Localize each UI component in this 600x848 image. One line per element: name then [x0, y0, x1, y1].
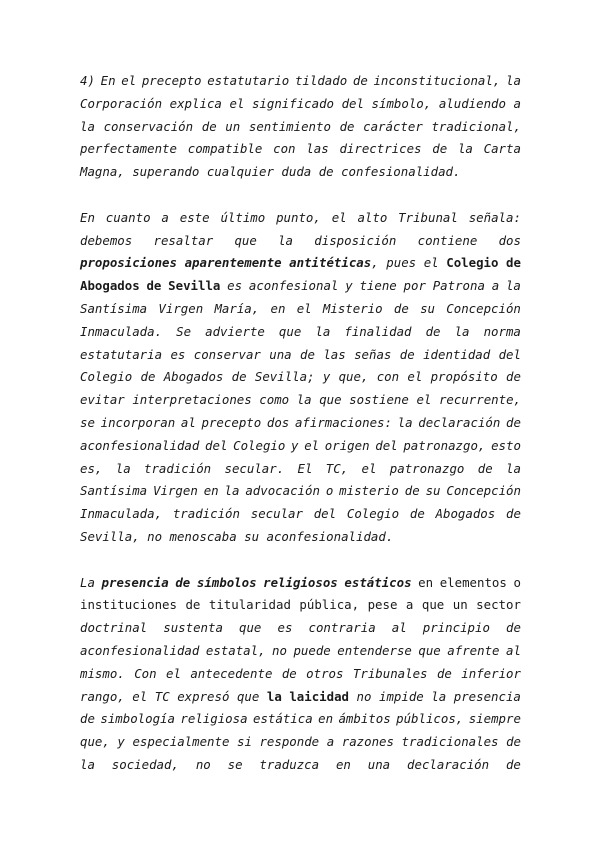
text-line: [80, 572, 521, 595]
word: de: [506, 734, 521, 750]
text-line: [80, 708, 521, 731]
word: el: [423, 255, 439, 271]
word: en: [335, 756, 351, 772]
text-line: [80, 686, 521, 709]
word: En: [100, 73, 116, 88]
word: un: [225, 118, 241, 134]
word: Abogados: [163, 369, 224, 385]
text-segment: Sevilla, no menoscaba su aconfesionalidad.: [80, 528, 394, 544]
paragraph-p2: [80, 207, 521, 549]
word: y: [117, 734, 125, 750]
word: que: [278, 323, 302, 339]
word: carácter: [363, 118, 423, 134]
word: sustenta: [163, 620, 223, 636]
word: la: [80, 118, 95, 134]
word: su: [425, 483, 441, 499]
word: Misterio: [322, 300, 383, 316]
word: es: [227, 278, 243, 294]
word: propósito: [430, 369, 498, 385]
word: secular: [250, 506, 303, 522]
word: de: [399, 346, 415, 362]
word: alto: [357, 209, 388, 225]
word: el: [361, 460, 377, 476]
word: el: [407, 369, 423, 385]
word: ámbitos: [338, 711, 391, 727]
text-line: [80, 70, 521, 93]
word: y: [322, 369, 331, 385]
word: esto: [491, 437, 521, 453]
text-line: [80, 503, 521, 526]
word: el: [304, 437, 320, 453]
word: tradicionales: [401, 734, 499, 750]
word: proposiciones: [80, 255, 177, 271]
word: inconstitucional,: [373, 73, 501, 88]
word: a: [491, 278, 500, 294]
text-line: [80, 663, 521, 686]
word: públicos,: [396, 711, 464, 727]
word: Colegio: [446, 255, 499, 271]
word: Colegio: [80, 369, 133, 385]
word: que: [319, 392, 342, 408]
word: antecedente: [190, 665, 273, 681]
word: las: [323, 346, 346, 362]
word: la: [431, 688, 447, 704]
word: la: [315, 323, 331, 339]
word: especialmente: [132, 734, 230, 750]
word: que: [418, 642, 441, 658]
word: puede: [293, 642, 331, 658]
text-line: [80, 458, 521, 481]
word: elementos: [439, 574, 507, 590]
word: al: [506, 642, 521, 658]
word: no: [356, 688, 372, 704]
word: con: [376, 369, 400, 385]
word: Virgen: [153, 483, 198, 499]
word: tildado: [294, 73, 348, 88]
text-segment: Magna, superando cualquier duda de confesionalidad.: [80, 164, 461, 180]
text-line: [80, 731, 521, 754]
word: disposición: [314, 232, 397, 248]
word: Abogados: [435, 506, 496, 522]
word: estatal,: [205, 642, 266, 658]
word: la: [296, 392, 312, 408]
text-line: [80, 298, 521, 321]
word: de: [185, 597, 201, 613]
word: de: [432, 141, 448, 157]
word: En: [80, 209, 95, 225]
text-line: [80, 321, 521, 344]
word: aludiendo: [438, 95, 506, 111]
word: de: [506, 255, 521, 271]
word: sociedad,: [111, 756, 179, 772]
word: que,: [338, 369, 369, 385]
word: sector: [476, 597, 521, 613]
text-line: [80, 252, 521, 275]
word: resaltar: [153, 232, 214, 248]
word: de: [425, 323, 441, 339]
word: de: [201, 118, 217, 134]
word: la: [505, 278, 521, 294]
word: de: [506, 414, 521, 430]
word: Tribunales: [352, 665, 428, 681]
word: de: [506, 620, 521, 636]
word: religiosa: [180, 711, 248, 727]
word: impide: [379, 688, 424, 704]
word: al: [180, 414, 196, 430]
text-line: [80, 366, 521, 389]
word: la: [454, 323, 470, 339]
word: directrices: [339, 141, 422, 157]
word: símbolos: [196, 574, 257, 590]
word: declaración: [418, 414, 501, 430]
word: que: [234, 232, 257, 248]
word: es: [170, 346, 186, 362]
word: punto,: [276, 209, 321, 225]
word: del: [498, 346, 521, 362]
word: aconfesional: [248, 278, 339, 294]
word: laicidad: [289, 688, 350, 704]
text-line: [80, 412, 521, 435]
word: expresó: [177, 688, 230, 704]
word: de: [409, 506, 425, 522]
word: cuanto: [105, 209, 151, 225]
word: TC,: [325, 460, 349, 476]
word: del: [313, 506, 337, 522]
word: debemos: [80, 232, 133, 248]
word: del: [375, 437, 398, 453]
word: precepto: [201, 414, 262, 430]
word: TC: [154, 688, 170, 704]
word: conservar: [193, 346, 261, 362]
word: otros: [306, 665, 344, 681]
word: conservación: [103, 118, 194, 134]
word: entenderse: [337, 642, 412, 658]
text-line: [80, 230, 521, 253]
word: instituciones: [80, 597, 177, 613]
word: titularidad: [208, 597, 291, 613]
word: se: [80, 414, 95, 430]
word: traduzca: [259, 756, 320, 772]
paragraph-p3: [80, 572, 521, 777]
word: no: [195, 756, 211, 772]
word: Inmaculada.: [80, 323, 163, 339]
word: de: [505, 756, 521, 772]
word: contiene: [417, 232, 478, 248]
word: estática: [252, 711, 313, 727]
word: Sevilla: [168, 278, 221, 294]
word: responde: [259, 734, 320, 750]
word: en: [418, 574, 434, 590]
word: o: [513, 574, 521, 590]
text-line: [80, 344, 521, 367]
word: este: [179, 209, 210, 225]
word: señala:: [468, 209, 521, 225]
word: precepto: [141, 73, 202, 88]
word: sentimiento: [248, 118, 331, 134]
word: el: [121, 73, 137, 88]
word: una: [367, 756, 391, 772]
word: de: [231, 369, 247, 385]
word: La: [80, 574, 95, 590]
word: secular.: [224, 460, 285, 476]
word: sostiene: [349, 392, 409, 408]
word: a: [326, 734, 335, 750]
text-line: [80, 594, 521, 617]
word: advierte: [205, 323, 265, 339]
word: el: [331, 209, 347, 225]
word: la: [266, 688, 282, 704]
word: significado: [251, 95, 334, 111]
word: de: [80, 711, 95, 727]
word: la: [397, 414, 413, 430]
text-line: [80, 93, 521, 116]
word: señas: [354, 346, 392, 362]
word: declaración: [407, 756, 490, 772]
word: su: [420, 300, 436, 316]
text-line: [80, 389, 521, 412]
word: de: [404, 483, 420, 499]
word: evitar: [80, 392, 125, 408]
word: de: [175, 574, 191, 590]
word: que: [236, 688, 260, 704]
word: pese: [367, 597, 398, 613]
word: estatutario: [207, 73, 290, 88]
word: estáticos: [344, 574, 412, 590]
word: al: [391, 620, 407, 636]
word: en: [203, 483, 219, 499]
word: norma: [483, 323, 521, 339]
word: de: [339, 118, 355, 134]
word: El: [297, 460, 313, 476]
word: la: [278, 232, 294, 248]
word: explica: [169, 95, 222, 111]
word: doctrinal: [80, 620, 148, 636]
word: aconfesionalidad: [80, 437, 200, 453]
word: misterio: [339, 483, 399, 499]
word: o: [325, 483, 334, 499]
word: Colegio: [233, 437, 286, 453]
word: contraria: [308, 620, 376, 636]
word: identidad: [423, 346, 491, 362]
word: Abogados: [80, 278, 140, 294]
text-line: [80, 435, 521, 458]
word: Virgen: [158, 300, 204, 316]
word: advocación: [245, 483, 320, 499]
word: Santísima: [80, 483, 148, 499]
word: la: [115, 460, 131, 476]
word: finalidad: [344, 323, 412, 339]
word: como: [259, 392, 290, 408]
word: tradición: [172, 506, 240, 522]
word: estatutaria: [80, 346, 163, 362]
word: y: [291, 437, 299, 453]
word: principio: [422, 620, 490, 636]
word: Corporación: [80, 95, 163, 111]
word: es: [277, 620, 293, 636]
word: Sevilla;: [254, 369, 315, 385]
word: simbología: [100, 711, 175, 727]
word: a: [513, 95, 521, 111]
word: patronazgo: [389, 460, 465, 476]
word: de: [352, 73, 368, 88]
word: del: [341, 95, 364, 111]
word: interpretaciones: [132, 392, 252, 408]
word: tradicional,: [431, 118, 521, 134]
word: recurrente,: [438, 392, 521, 408]
word: de: [300, 346, 315, 362]
text-line: [80, 116, 521, 139]
word: dos: [266, 414, 290, 430]
word: razones: [341, 734, 394, 750]
word: rango,: [80, 688, 125, 704]
word: Carta: [483, 141, 521, 157]
word: si: [236, 734, 252, 750]
word: Patrona: [432, 278, 485, 294]
word: pública,: [299, 597, 360, 613]
word: perfectamente: [80, 141, 177, 157]
word: tradición: [144, 460, 212, 476]
word: en: [318, 711, 334, 727]
word: siempre: [468, 711, 521, 727]
word: a: [405, 597, 414, 613]
word: pues: [386, 255, 417, 271]
document-page: [80, 70, 521, 800]
text-line: [80, 480, 521, 503]
word: Concepción: [446, 300, 521, 316]
word: el: [132, 688, 148, 704]
word: es,: [80, 460, 103, 476]
word: símbolo,: [371, 95, 432, 111]
word: un: [452, 597, 468, 613]
word: origen: [324, 437, 370, 453]
word: la: [505, 73, 521, 88]
text-line: [80, 640, 521, 663]
paragraph-p1: [80, 70, 521, 184]
word: el: [229, 95, 245, 111]
word: antitéticas,: [289, 255, 379, 271]
word: Colegio: [346, 506, 400, 522]
word: aconfesionalidad: [80, 642, 200, 658]
word: por: [403, 278, 426, 294]
word: Tribunal: [398, 209, 458, 225]
text-line: [80, 138, 521, 161]
text-line: [80, 275, 521, 298]
word: se: [227, 756, 243, 772]
word: el: [166, 665, 181, 681]
word: la: [80, 756, 95, 772]
word: último: [220, 209, 266, 225]
word: tiene: [359, 278, 397, 294]
word: y: [345, 278, 353, 294]
text-line: [80, 617, 521, 640]
word: que: [239, 620, 262, 636]
word: religiosos: [263, 574, 338, 590]
text-line: [80, 207, 521, 230]
word: inferior: [461, 665, 521, 681]
word: afirmaciones:: [294, 414, 392, 430]
word: de: [146, 278, 162, 294]
word: una: [269, 346, 292, 362]
word: del: [205, 437, 228, 453]
word: María,: [214, 300, 260, 316]
word: a: [161, 209, 169, 225]
word: la: [224, 483, 240, 499]
word: de: [506, 369, 521, 385]
word: Inmaculada,: [80, 506, 163, 522]
word: en: [270, 300, 286, 316]
word: aparentemente: [184, 255, 282, 271]
text-line: [80, 526, 521, 549]
word: presencia: [453, 688, 521, 704]
word: el: [296, 300, 312, 316]
word: no: [272, 642, 287, 658]
word: Se: [176, 323, 192, 339]
word: compatible: [187, 141, 263, 157]
word: mismo.: [80, 665, 125, 681]
word: de: [477, 460, 493, 476]
word: afrente: [447, 642, 500, 658]
word: 4): [80, 73, 95, 88]
word: con: [273, 141, 296, 157]
text-line: [80, 754, 521, 777]
word: patronazgo,: [403, 437, 486, 453]
word: Concepción: [446, 483, 521, 499]
word: Santísima: [80, 300, 148, 316]
word: la: [506, 460, 521, 476]
word: las: [306, 141, 329, 157]
word: la: [457, 141, 473, 157]
word: de: [140, 369, 156, 385]
word: de: [281, 665, 297, 681]
word: dos: [498, 232, 521, 248]
word: incorporan: [100, 414, 176, 430]
word: de: [393, 300, 409, 316]
word: de: [436, 665, 452, 681]
word: que,: [80, 734, 110, 750]
word: Con: [134, 665, 157, 681]
word: el: [416, 392, 432, 408]
word: presencia: [101, 574, 169, 590]
word: que: [421, 597, 445, 613]
text-line: [80, 161, 521, 184]
word: de: [506, 506, 521, 522]
